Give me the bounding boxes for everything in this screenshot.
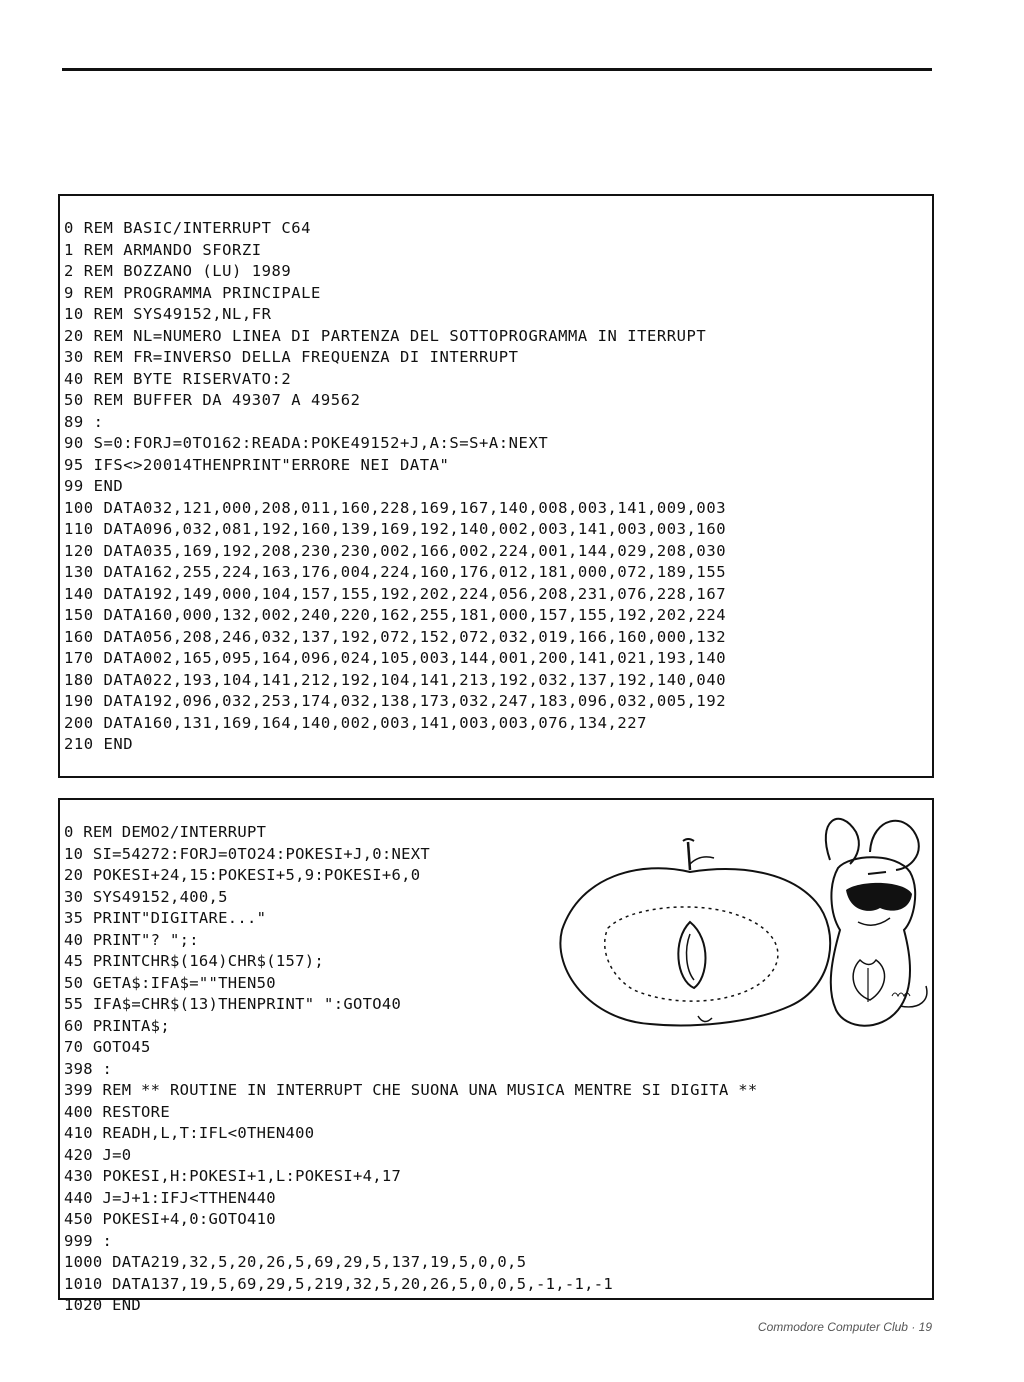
code-line: 1020 END [64, 1296, 142, 1314]
code-line: 20 POKESI+24,15:POKESI+5,9:POKESI+6,0 [64, 866, 421, 884]
code-line: 440 J=J+1:IFJ<TTHEN440 [64, 1188, 276, 1207]
code-line: 430 POKESI,H:POKESI+1,L:POKESI+4,17 [64, 1167, 402, 1185]
code-line: 190 DATA192,096,032,253,174,032,138,173,032,247,183,096,032,005,192 [64, 692, 727, 710]
code-line: 50 REM BUFFER DA 49307 A 49562 [64, 391, 361, 409]
code-line: 0 REM DEMO2/INTERRUPT [64, 823, 267, 841]
page-footer: Commodore Computer Club · 19 [757, 1320, 932, 1334]
code-line: 160 DATA056,208,246,032,137,192,072,152,072,032,019,166,160,000,132 [64, 627, 727, 646]
code-line: 170 DATA002,165,095,164,096,024,105,003,144,001,200,141,021,193,140 [64, 649, 727, 667]
code-line: 410 READH,L,T:IFL<0THEN400 [64, 1124, 315, 1142]
code-line: 999 : [64, 1231, 113, 1250]
code-line: 30 REM FR=INVERSO DELLA FREQUENZA DI INTERRUPT [64, 348, 519, 366]
code-line: 60 PRINTA$; [64, 1016, 170, 1035]
code-line: 35 PRINT"DIGITARE..." [64, 909, 267, 927]
code-line: 10 REM SYS49152,NL,FR [64, 305, 272, 323]
code-line: 450 POKESI+4,0:GOTO410 [64, 1210, 276, 1228]
code-line: 45 PRINTCHR$(164)CHR$(157); [64, 952, 325, 970]
code-line: 180 DATA022,193,104,141,212,192,104,141,213,192,032,137,192,140,040 [64, 670, 727, 689]
code-line: 99 END [64, 477, 124, 495]
code-line: 90 S=0:FORJ=0TO162:READA:POKE49152+J,A:S=S+A:NEXT [64, 434, 549, 452]
code-line: 50 GETA$:IFA$=""THEN50 [64, 973, 276, 992]
listing-box-demo [58, 798, 934, 1314]
code-line: 10 SI=54272:FORJ=0TO24:POKESI+J,0:NEXT [64, 844, 431, 863]
code-line: 1000 DATA219,32,5,20,26,5,69,29,5,137,19,5,0,0,5 [64, 1253, 527, 1271]
code-listing-main [64, 218, 726, 756]
code-line: 200 DATA160,131,169,164,140,002,003,141,003,003,076,134,227 [64, 713, 648, 732]
code-line: 398 : [64, 1059, 113, 1078]
code-line: 150 DATA160,000,132,002,240,220,162,255,181,000,157,155,192,202,224 [64, 606, 727, 624]
code-line: 2 REM BOZZANO (LU) 1989 [64, 262, 292, 280]
code-line: 95 IFS<>20014THENPRINT"ERRORE NEI DATA" [64, 455, 450, 474]
code-line: 100 DATA032,121,000,208,011,160,228,169,167,140,008,003,141,009,003 [64, 498, 727, 517]
code-line: 0 REM BASIC/INTERRUPT C64 [64, 219, 312, 237]
code-line: 55 IFA$=CHR$(13)THENPRINT" ":GOTO40 [64, 995, 402, 1013]
code-line: 20 REM NL=NUMERO LINEA DI PARTENZA DEL SOTTOPROGRAMMA IN ITERRUPT [64, 326, 707, 345]
code-line: 89 : [64, 412, 104, 431]
code-line: 70 GOTO45 [64, 1038, 151, 1056]
code-line: 120 DATA035,169,192,208,230,230,002,166,002,224,001,144,029,208,030 [64, 541, 727, 560]
code-line: 399 REM ** ROUTINE IN INTERRUPT CHE SUONA UNA MUSICA MENTRE SI DIGITA ** [64, 1081, 758, 1099]
top-rule [62, 68, 932, 71]
code-line: 30 SYS49152,400,5 [64, 887, 228, 906]
code-line: 1010 DATA137,19,5,69,29,5,219,32,5,20,26,5,0,0,5,-1,-1,-1 [64, 1274, 614, 1293]
code-line: 400 RESTORE [64, 1102, 170, 1121]
code-line: 9 REM PROGRAMMA PRINCIPALE [64, 283, 321, 302]
code-listing-demo [64, 822, 758, 1317]
code-line: 140 DATA192,149,000,104,157,155,192,202,224,056,208,231,076,228,167 [64, 584, 727, 603]
code-line: 420 J=0 [64, 1145, 132, 1164]
code-line: 210 END [64, 735, 134, 753]
code-line: 40 REM BYTE RISERVATO:2 [64, 369, 292, 388]
code-line: 110 DATA096,032,081,192,160,139,169,192,140,002,003,141,003,003,160 [64, 520, 727, 538]
code-line: 130 DATA162,255,224,163,176,004,224,160,176,012,181,000,072,189,155 [64, 563, 727, 581]
code-line: 40 PRINT"? ";: [64, 930, 199, 949]
code-line: 1 REM ARMANDO SFORZI [64, 240, 262, 259]
listing-box-main [58, 194, 934, 778]
